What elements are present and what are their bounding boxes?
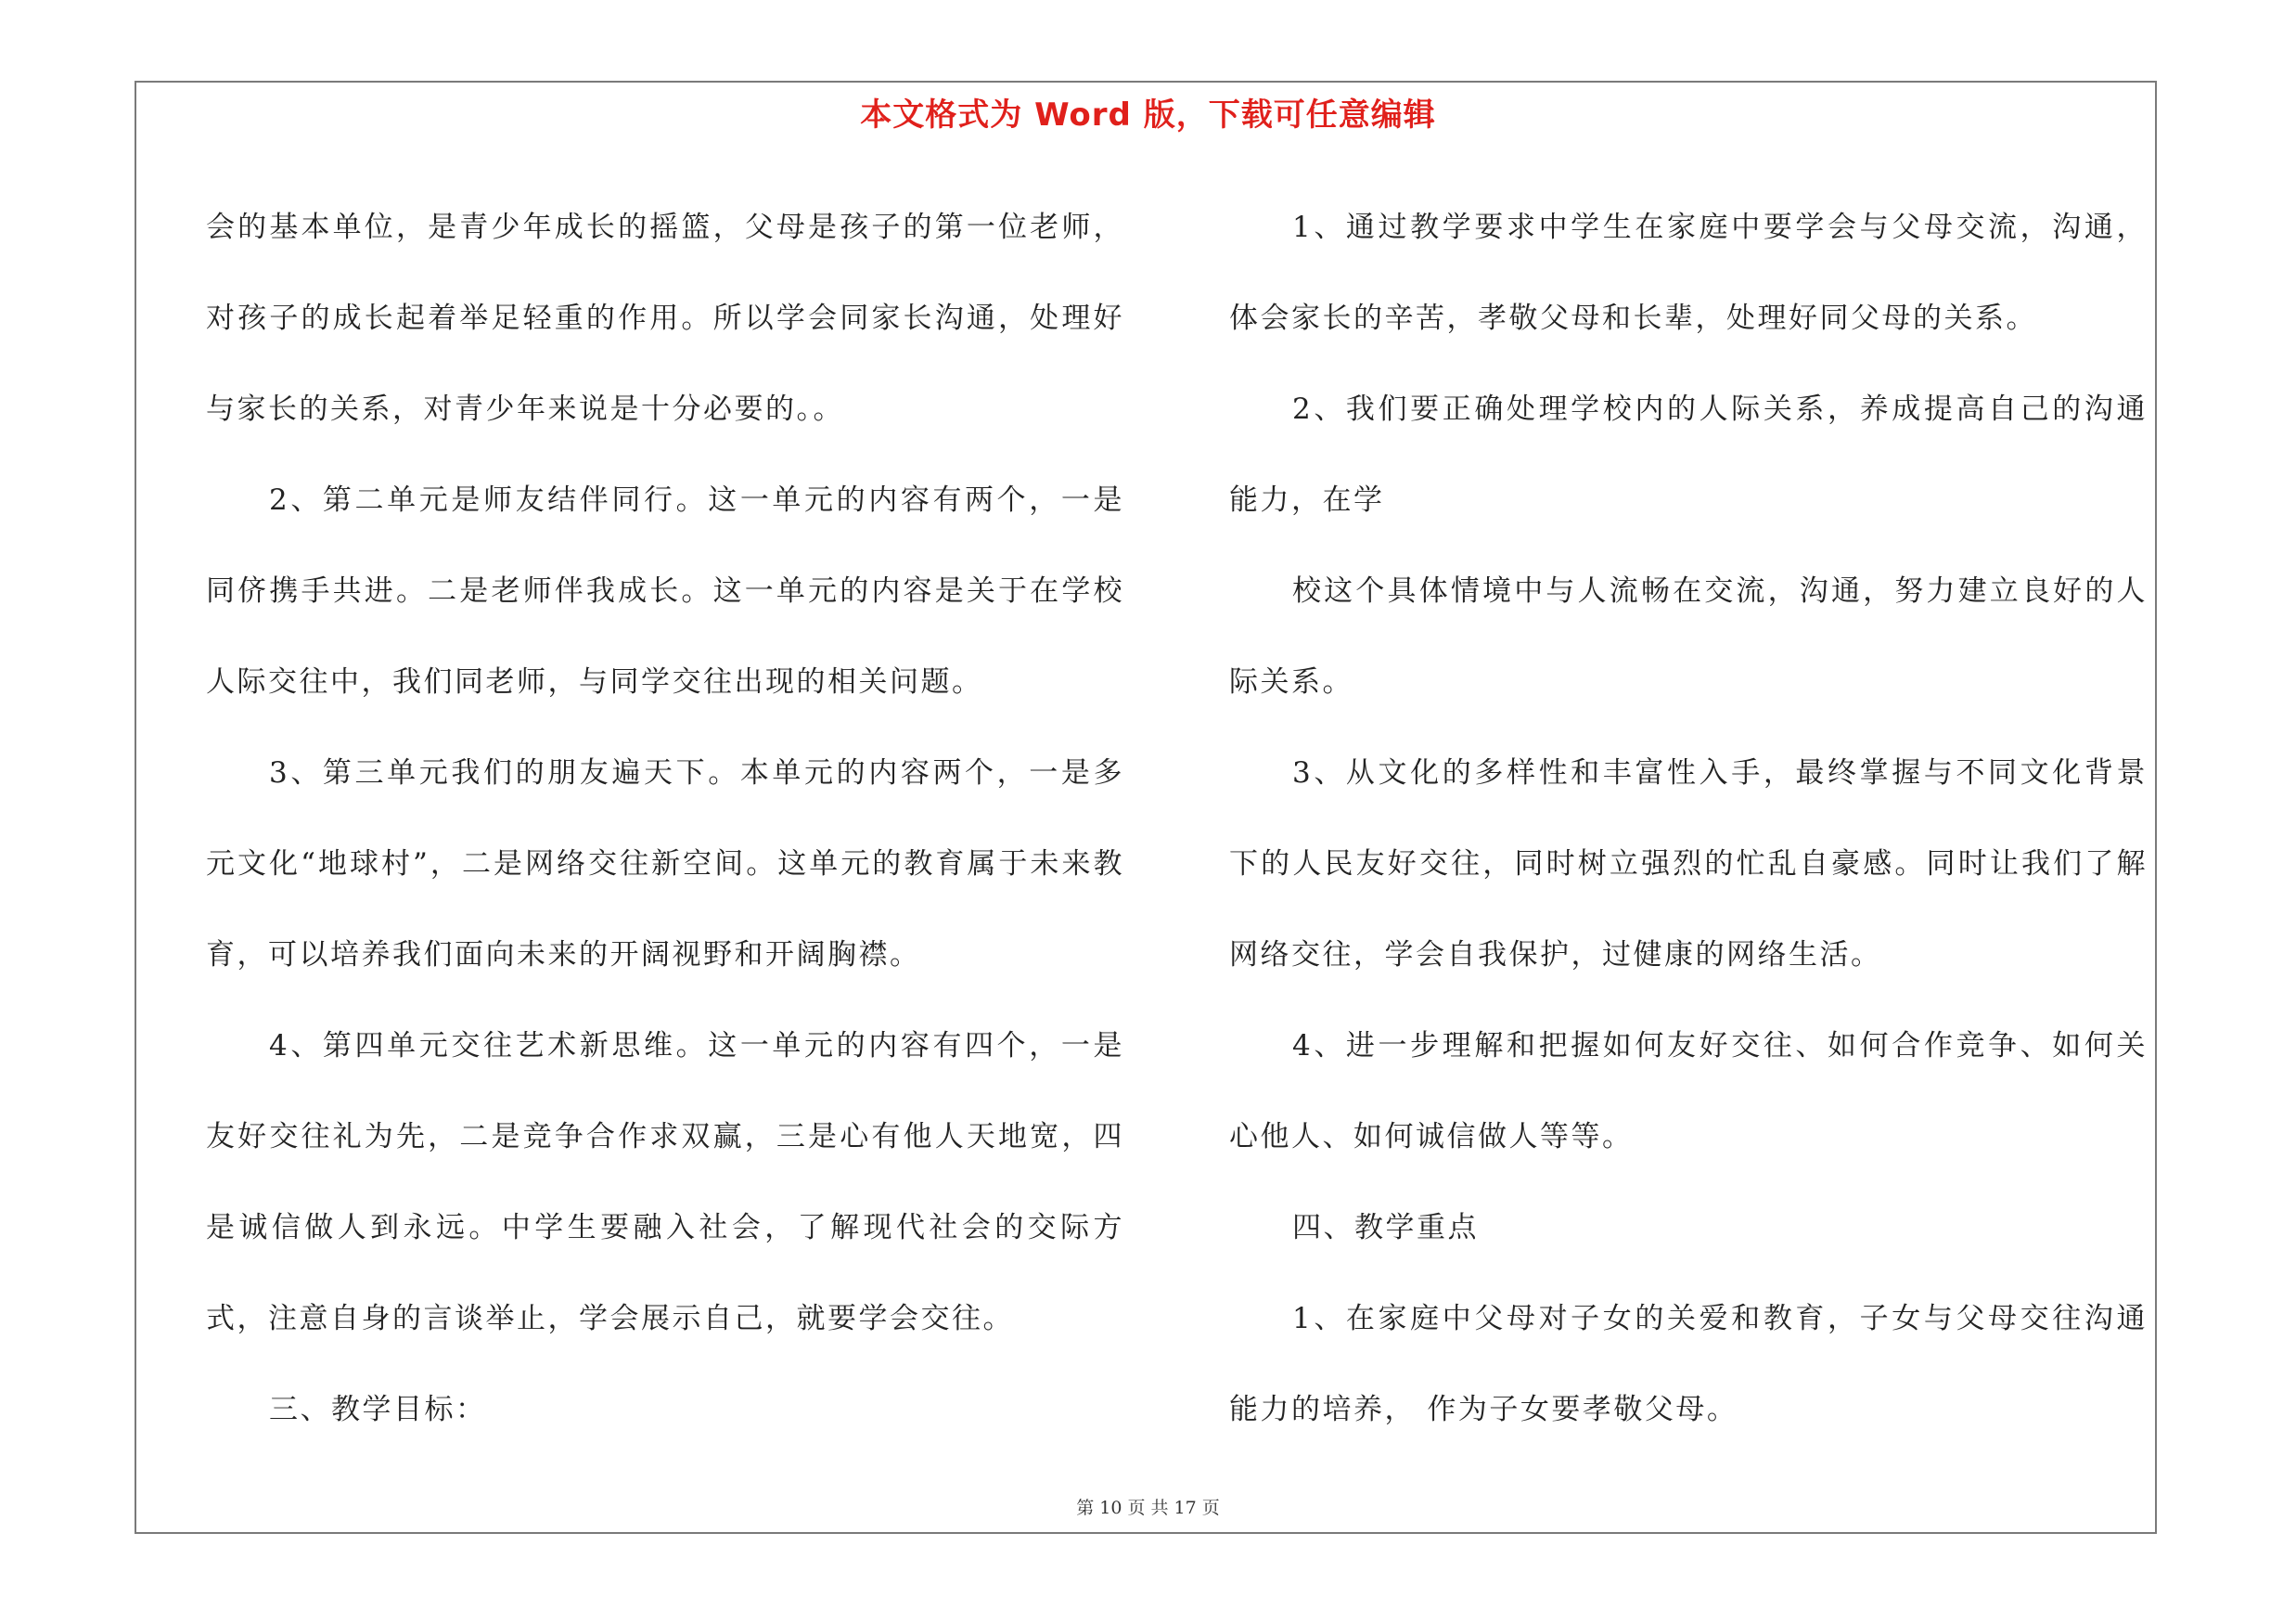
paragraph: 1、通过教学要求中学生在家庭中要学会与父母交流，沟通，体会家长的辛苦，孝敬父母和长辈，处理好同父母的关系。 bbox=[1229, 211, 2148, 335]
paragraph: 4、进一步理解和把握如何友好交往、如何合作竞争、如何关心他人、如何诚信做人等等。 bbox=[1229, 1029, 2148, 1153]
paragraph: 3、从文化的多样性和丰富性入手，最终掌握与不同文化背景下的人民友好交往，同时树立强烈的忙乱自豪感。同时让我们了解网络交往，学会自我保护，过健康的网络生活。 bbox=[1229, 756, 2148, 972]
paragraph: 校这个具体情境中与人流畅在交流，沟通，努力建立良好的人际关系。 bbox=[1229, 574, 2148, 699]
right-column bbox=[1229, 182, 2148, 1455]
paragraph: 4、第四单元交往艺术新思维。这一单元的内容有四个，一是友好交往礼为先，二是竞争合作求双赢，三是心有他人天地宽，四是诚信做人到永远。中学生要融入社会，了解现代社会的交际方式，注意自身的言谈举止，学会展示自己，就要学会交往。 bbox=[206, 1029, 1124, 1335]
format-notice-banner: 本文格式为 Word 版，下载可任意编辑 bbox=[860, 97, 1436, 134]
page-number: 第 10 页 共 17 页 bbox=[1076, 1498, 1220, 1518]
paragraph: 会的基本单位，是青少年成长的摇篮，父母是孩子的第一位老师，对孩子的成长起着举足轻重的作用。所以学会同家长沟通，处理好与家长的关系，对青少年来说是十分必要的。。 bbox=[206, 211, 1124, 426]
paragraph: 1、在家庭中父母对子女的关爱和教育，子女与父母交往沟通能力的培养， 作为子女要孝敬父母。 bbox=[1229, 1302, 2148, 1426]
section-heading: 四、教学重点 bbox=[1292, 1211, 1479, 1244]
paragraph: 3、第三单元我们的朋友遍天下。本单元的内容两个，一是多元文化“地球村”，二是网络交往新空间。这单元的教育属于未来教育，可以培养我们面向未来的开阔视野和开阔胸襟。 bbox=[206, 756, 1124, 972]
left-column bbox=[206, 182, 1124, 1455]
paragraph: 2、第二单元是师友结伴同行。这一单元的内容有两个，一是同侪携手共进。二是老师伴我成长。这一单元的内容是关于在学校人际交往中，我们同老师，与同学交往出现的相关问题。 bbox=[206, 483, 1124, 699]
paragraph: 2、我们要正确处理学校内的人际关系，养成提高自己的沟通能力，在学 bbox=[1229, 393, 2148, 517]
section-heading: 三、教学目标： bbox=[269, 1393, 487, 1426]
